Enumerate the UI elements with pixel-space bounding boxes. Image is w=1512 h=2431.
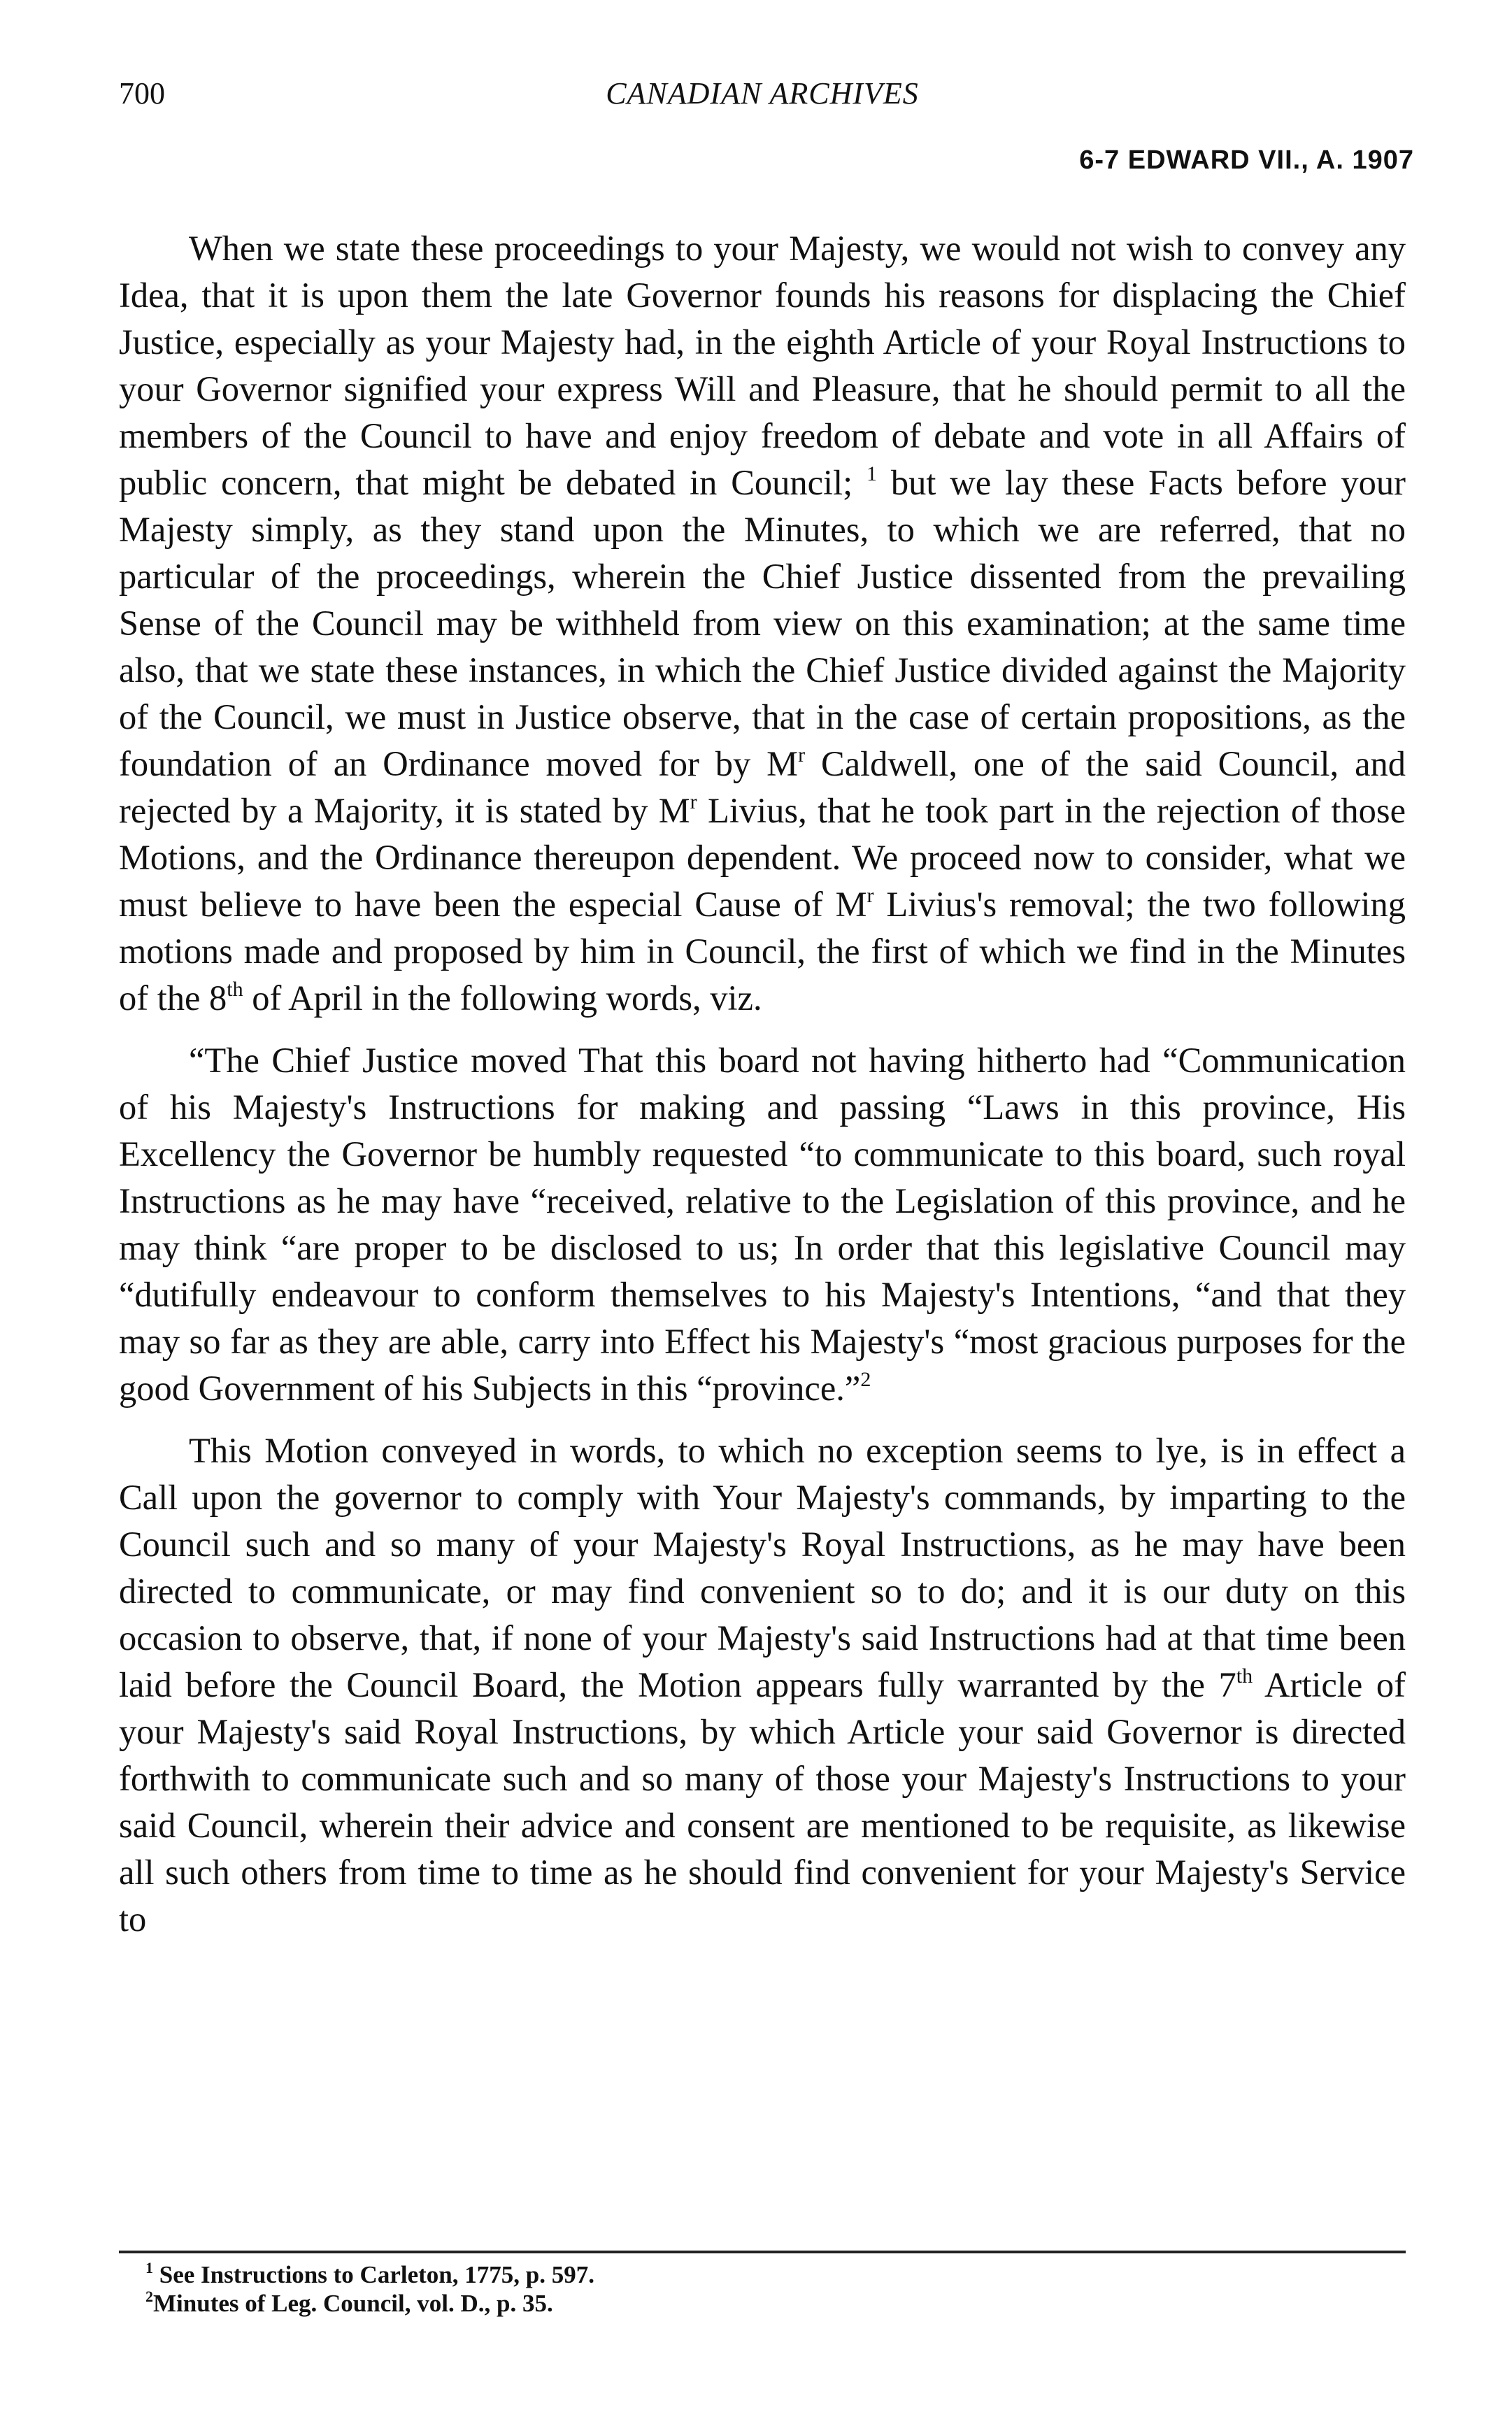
page-header xyxy=(119,76,1406,117)
paragraph-1 xyxy=(119,225,1406,1022)
text-run: When we state these proceedings to your Majesty, we would not wish to convey any Idea, that it is upon them the late Governor founds his reasons for displacing the Chief Justice, especially as your Majesty had, in the eighth Article of your Royal Instructions to your Governor signified your express Will and Pleasure, that he should permit to all the members of the Council to have and enjoy freedom of debate and vote in all Affairs of public concern, that might be debated in Council; xyxy=(119,229,1406,502)
text-run: “The Chief Justice moved That this board not having hitherto had “Communication of his Majesty's Instructions for making and passing “Laws in this province, His Excellency the Governor be humbly requested “to communicate to this board, such royal Instructions as he may have “received, relative to the Legislation of this province, and he may think “are proper to be disclosed to us; In order that this legislative Council may “dutifully endeavour to conform themselves to his Majesty's Intentions, “and that they may so far as they are able, carry into Effect his Majesty's “most gracious purposes for the good Government of his Subjects in this “province.” xyxy=(119,1041,1406,1408)
superscript: r xyxy=(690,790,697,813)
text-run: Article of your Majesty's said Royal Instructions, by which Article your said Governor is directed forthwith to communicate such and so many of those your Majesty's Instructions to your said Council, wherein their advice and consent are mentioned to be requisite, as likewise all such others from time to time as he should find convenient for your Majesty's Service to xyxy=(119,1665,1406,1939)
superscript: th xyxy=(227,978,243,1001)
superscript: th xyxy=(1236,1664,1253,1688)
superscript: r xyxy=(798,743,806,767)
text-run: but we lay these Facts before your Majesty simply, as they stand upon the Minutes, to which we are referred, that no particular of the proceedings, wherein the Chief Justice dissented from the prevailing Sense of the Council may be withheld from view on this examination; at the same time also, that we state these instances, in which the Chief Justice divided against the Majority of the Council, we must in Justice observe, that in the case of certain propositions, as the foundation of an Ordinance moved for by M xyxy=(119,463,1406,783)
footnote-divider xyxy=(119,2251,1406,2253)
footnote-2 xyxy=(145,2289,594,2318)
paragraph-3 xyxy=(119,1427,1406,1943)
text-run: This Motion conveyed in words, to which no exception seems to lye, is in effect a Call upon the governor to comply with Your Majesty's commands, by imparting to the Council such and so many of your Majesty's Royal Instructions, as he may have been directed to communicate, or may find convenient so to do; and it is our duty on this occasion to observe, that, if none of your Majesty's said Instructions had at that time been laid before the Council Board, the Motion appears fully warranted by the 7 xyxy=(119,1431,1406,1704)
session-label: 6-7 EDWARD VII., A. 1907 xyxy=(1079,145,1414,175)
footnote-text: See Instructions to Carleton, 1775, p. 597. xyxy=(159,2261,594,2288)
footnote-mark: 1 xyxy=(145,2259,153,2276)
quoted-motion xyxy=(119,1037,1406,1412)
running-title: CANADIAN ARCHIVES xyxy=(606,76,919,110)
footnotes xyxy=(145,2260,594,2318)
footnote-1 xyxy=(145,2260,594,2289)
footnote-ref: 1 xyxy=(866,462,877,485)
text-run: Caldwell, one of the said Council, and rejected by a Majority, it is stated by M xyxy=(119,744,1406,830)
footnote-text: Minutes of Leg. Council, vol. D., p. 35. xyxy=(153,2290,553,2317)
body-text xyxy=(119,225,1406,1943)
page-number: 700 xyxy=(119,76,165,110)
text-run: Livius's removal; the two following motions made and proposed by him in Council, the first of which we find in the Minutes of the 8 xyxy=(119,885,1406,1018)
footnote-ref: 2 xyxy=(860,1368,871,1391)
text-run: Livius, that he took part in the rejection of those Motions, and the Ordinance thereupon dependent. We proceed now to consider, what we must believe to have been the especial Cause of M xyxy=(119,791,1406,924)
footnote-mark: 2 xyxy=(145,2288,153,2305)
text-run: of April in the following words, viz. xyxy=(243,978,762,1018)
superscript: r xyxy=(866,884,874,907)
